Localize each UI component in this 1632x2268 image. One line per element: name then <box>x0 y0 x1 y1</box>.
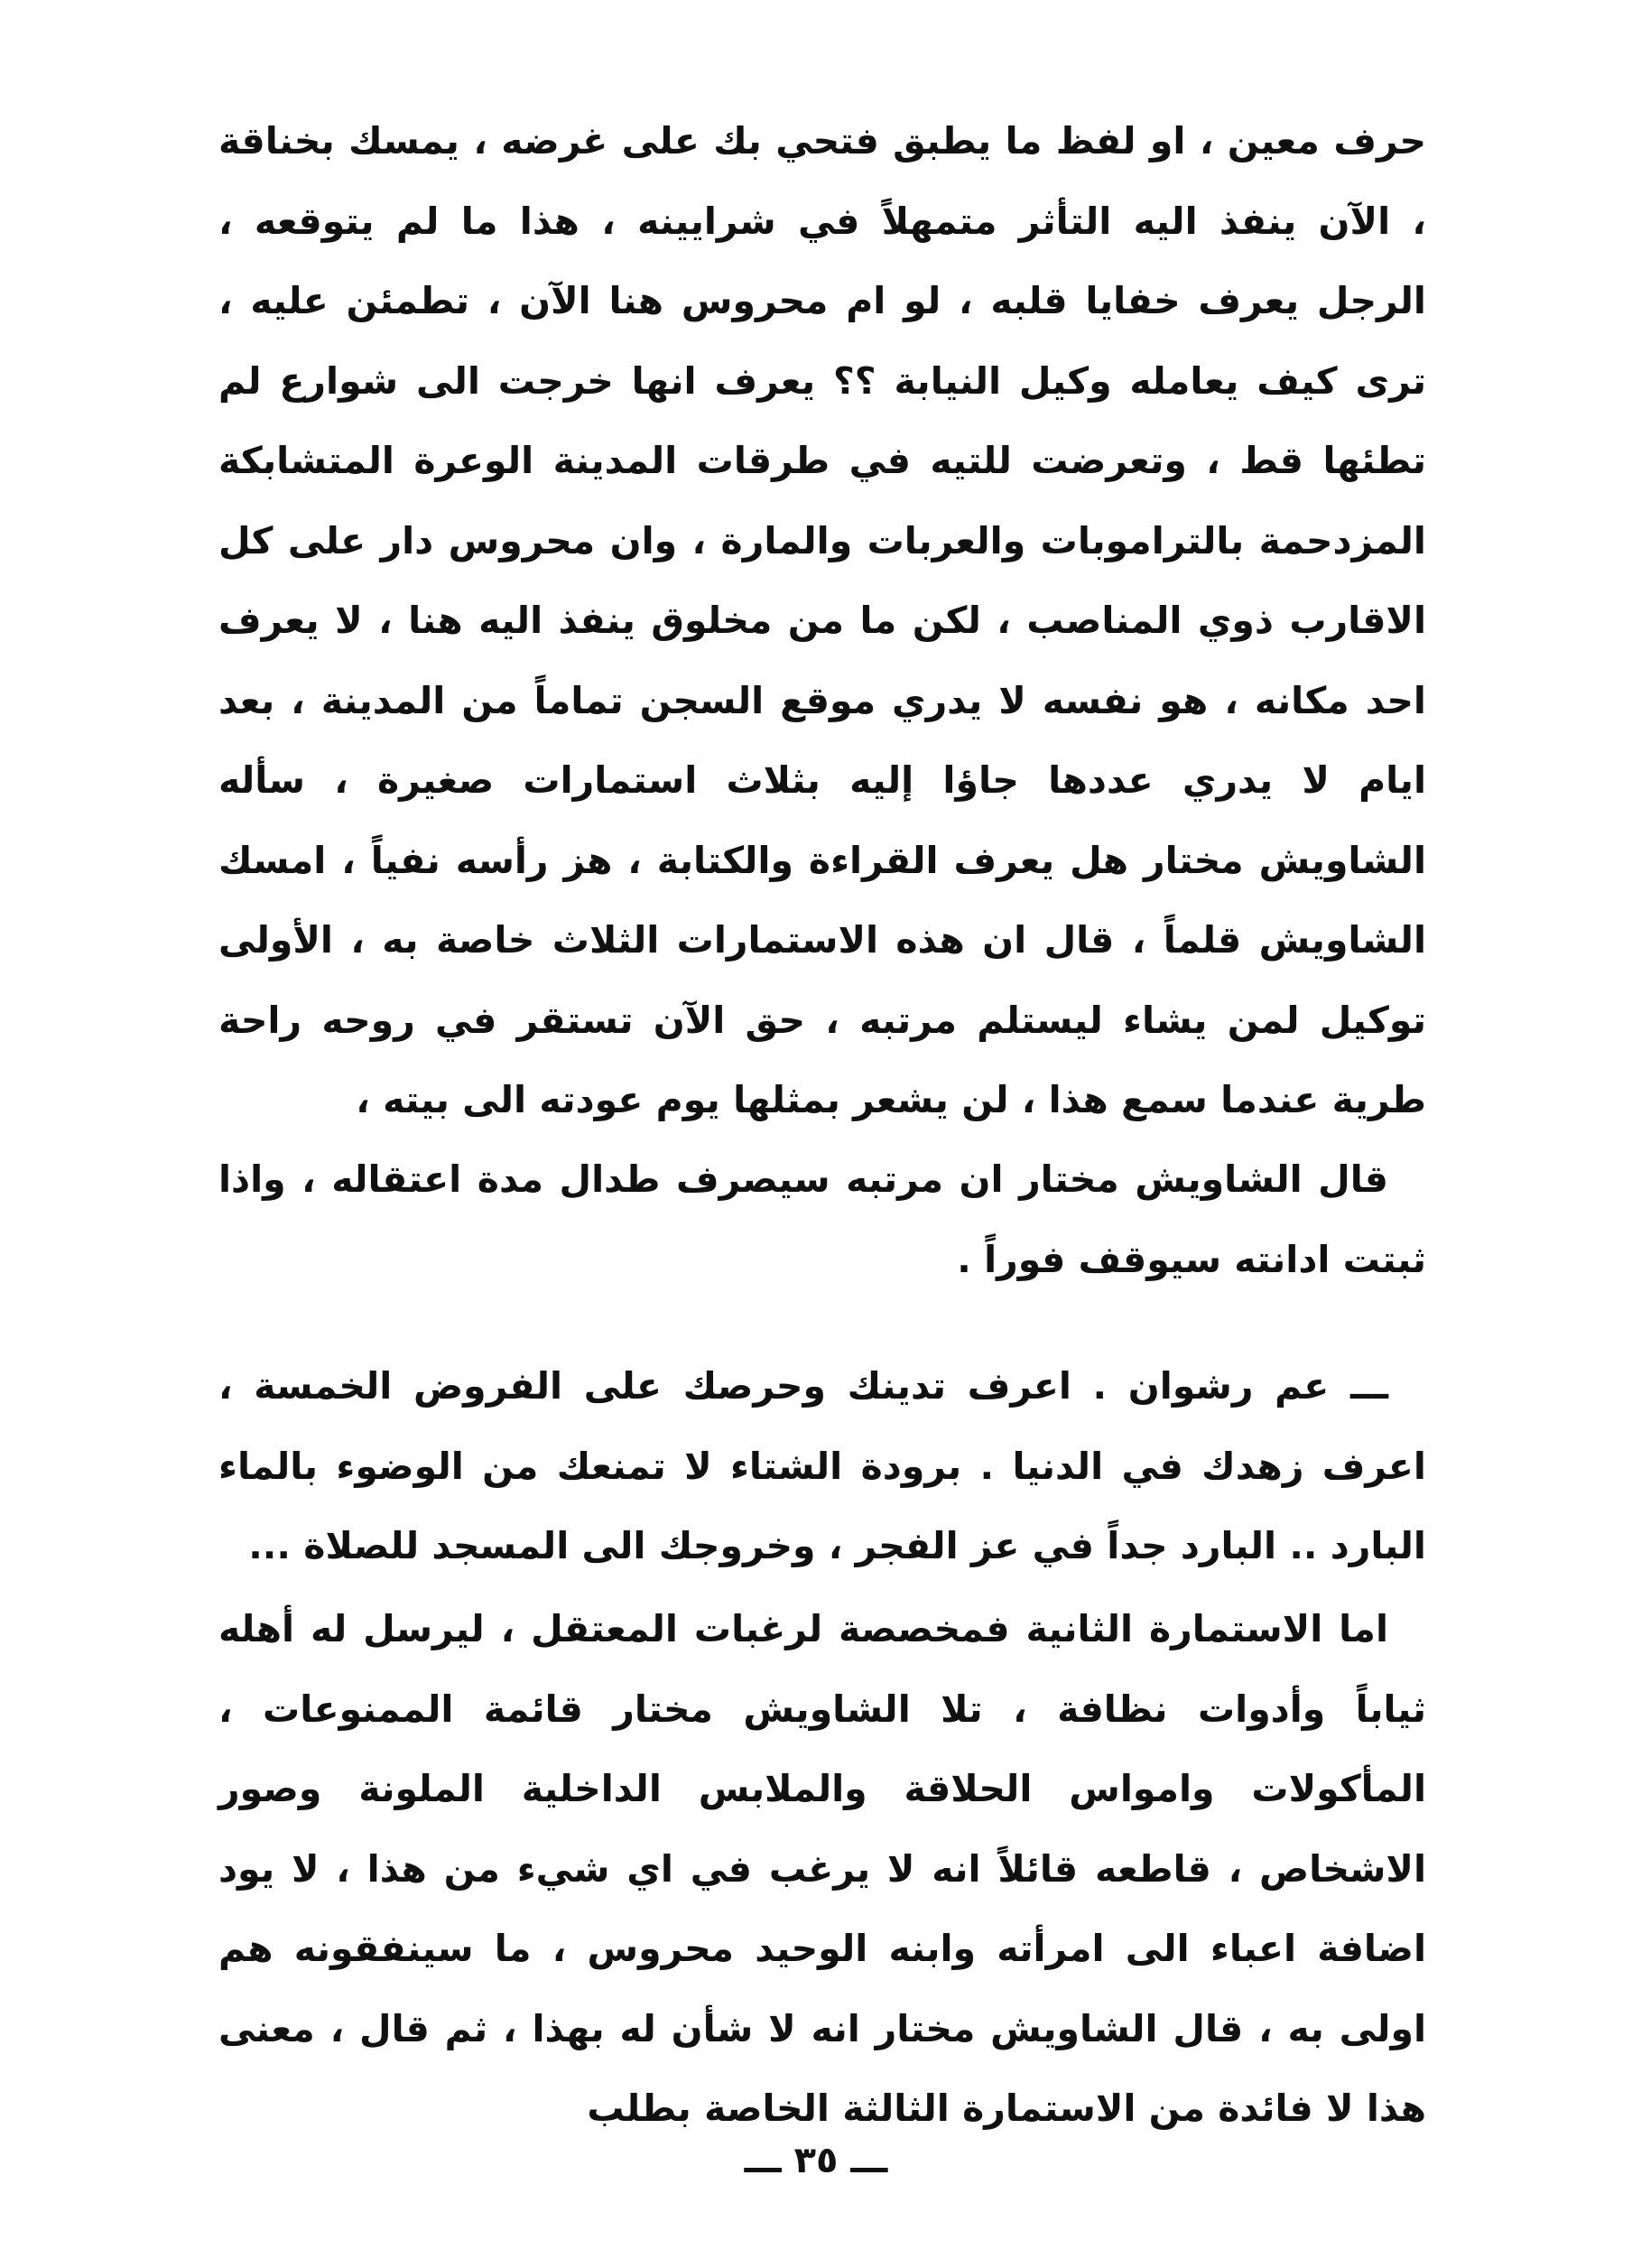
paragraph-text: ـــ عم رشوان . اعرف تدينك وحرصك على الفروض الخمسة ، اعرف زهدك في الدنيا . برودة الشتاء لا تمنعك من الوضوء بالماء البارد .. البارد جداً في عز الفجر ، وخروجك الى المسجد للصلاة ... <box>218 1364 1426 1567</box>
paragraph-text: حرف معين ، او لفظ ما يطبق فتحي بك على غرضه ، يمسك بخناقة ، الآن ينفذ اليه التأثر متمهلاً في شرايينه ، هذا ما لم يتوقعه ، الرجل يعرف خفايا قلبه ، لو ام محروس هنا الآن ، تطمئن عليه ، ترى كيف يعامله وكيل النيابة ؟؟ يعرف انها خرجت الى شوارع لم تطئها قط ، وتعرضت للتيه في طرقات المدينة الوعرة المتشابكة المزدحمة بالتراموبات والعربات والمارة ، وان محروس دار على كل الاقارب ذوي المناصب ، لكن ما من مخلوق ينفذ اليه هنا ، لا يعرف احد مكانه ، هو نفسه لا يدري موقع السجن تماماً من المدينة ، بعد ايام لا يدري عددها جاؤا إليه بثلاث استمارات صغيرة ، سأله الشاويش مختار هل يعرف القراءة والكتابة ، هز رأسه نفياً ، امسك الشاويش قلماً ، قال ان هذه الاستمارات الثلاث خاصة به ، الأولى توكيل لمن يشاء ليستلم مرتبه ، حق الآن تستقر في روحه راحة طرية عندما سمع هذا ، لن يشعر بمثلها يوم عودته الى بيته ، <box>218 119 1426 1121</box>
paragraph-2 <box>218 1139 1426 1299</box>
paragraph-text: قال الشاويش مختار ان مرتبه سيصرف طدال مدة اعتقاله ، واذا ثبتت ادانته سيوقف فوراً . <box>218 1157 1426 1281</box>
page-number: ـــ ٣٥ ـــ <box>744 2140 888 2181</box>
paragraph-text: اما الاستمارة الثانية فمخصصة لرغبات المعتقل ، ليرسل له أهله ثياباً وأدوات نظافة ، تلا الشاويش مختار قائمة الممنوعات ، المأكولات وامواس الحلاقة والملابس الداخلية الملونة وصور الاشخاص ، قاطعه قائلاً انه لا يرغب في اي شيء من هذا ، لا يود اضافة اعباء الى امرأته وابنه الوحيد محروس ، ما سينفقونه هم اولى به ، قال الشاويش مختار انه لا شأن له بهذا ، ثم قال ، معنى هذا لا فائدة من الاستمارة الثالثة الخاصة بطلب <box>218 1607 1426 2130</box>
paragraph-1 <box>218 101 1426 1140</box>
paragraph-4 <box>218 1589 1426 2149</box>
paragraph-3 <box>218 1346 1426 1586</box>
